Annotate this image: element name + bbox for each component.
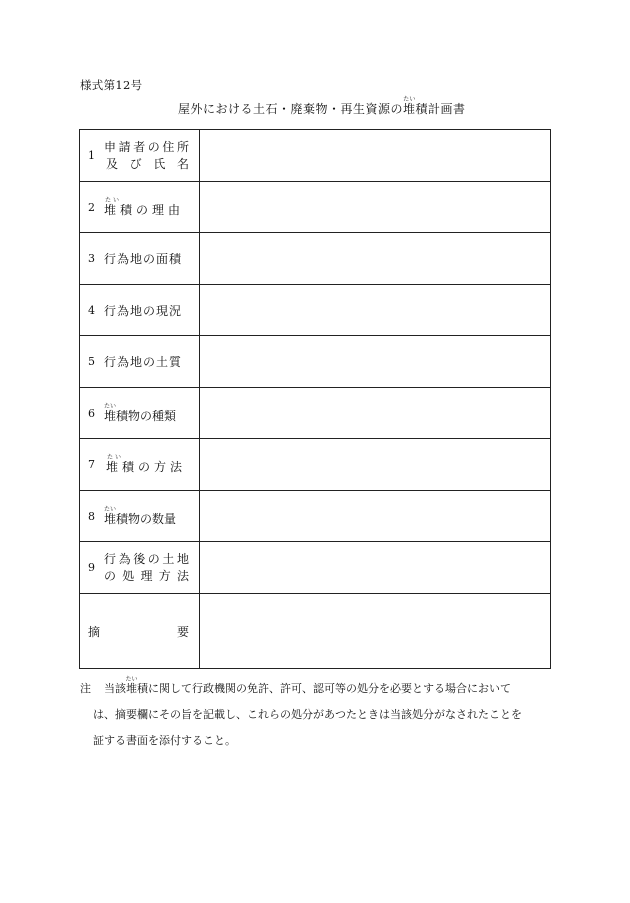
accumulation-reason-field[interactable] [200, 182, 551, 233]
remarks-field[interactable] [200, 594, 551, 669]
row-label [104, 454, 199, 475]
row-number: 1 [88, 149, 95, 162]
application-form-table [79, 129, 551, 669]
row-ruby-reading: たい [106, 454, 123, 461]
row-label [104, 139, 199, 173]
label-cell [80, 285, 200, 336]
label-cell [80, 542, 200, 594]
row-label-rest: 積の理由 [120, 202, 185, 217]
note-label: 注 [80, 682, 91, 695]
note-text-before: 当該 [104, 682, 126, 695]
form-number: 様式第12号 [80, 78, 143, 92]
label-cell [80, 233, 200, 285]
note-ruby-reading: たい [125, 676, 138, 683]
remarks-label-right: 要 [176, 624, 189, 639]
material-type-field[interactable] [200, 388, 551, 439]
accumulation-method-field[interactable] [200, 439, 551, 491]
note-line-2: は、摘要欄にその旨を記載し、これらの処分があつたときは当該処分がなされたことを [93, 708, 522, 721]
row-ruby [106, 454, 123, 474]
row-number: 4 [88, 303, 95, 317]
row-ruby-reading: たい [104, 505, 117, 513]
row-ruby [104, 196, 121, 217]
label-cell [80, 182, 200, 233]
row-label [104, 551, 199, 585]
row-label-line1: 行為後の土地 [104, 551, 191, 566]
row-number: 5 [88, 355, 95, 368]
label-cell [80, 491, 200, 542]
remarks-label [88, 623, 199, 640]
table-row [80, 182, 551, 233]
row-ruby-base: 堆 [104, 408, 117, 423]
site-condition-field[interactable] [200, 285, 551, 336]
note-text-after: 積に関して行政機関の免許、許可、認可等の処分を必要とする場合において [137, 682, 511, 695]
table-row [80, 594, 551, 669]
row-ruby [104, 505, 117, 526]
soil-quality-field[interactable] [200, 336, 551, 388]
label-cell [80, 130, 200, 182]
note-ruby-base: 堆 [125, 682, 138, 695]
row-ruby-base: 堆 [104, 511, 117, 526]
row-label [104, 506, 199, 527]
title-text-after: 積計画書 [415, 102, 466, 116]
note-line-1 [80, 676, 550, 702]
label-cell [80, 388, 200, 439]
row-number: 3 [88, 252, 95, 265]
table-row [80, 491, 551, 542]
title-ruby-reading: たい [403, 96, 416, 103]
site-area-field[interactable] [200, 233, 551, 285]
document-title [178, 96, 466, 117]
table-row [80, 285, 551, 336]
row-number: 9 [88, 561, 95, 574]
applicant-address-name-field[interactable] [200, 130, 551, 182]
row-label-line2: の処理方法 [104, 568, 191, 583]
row-ruby-reading: たい [104, 196, 121, 204]
table-row [80, 542, 551, 594]
row-label-rest: 積の方法 [122, 460, 187, 474]
label-cell [80, 594, 200, 669]
title-ruby-base: 堆 [403, 102, 416, 116]
row-ruby-base: 堆 [106, 460, 123, 474]
row-number: 6 [88, 406, 95, 420]
table-row [80, 439, 551, 491]
row-ruby-reading: たい [104, 402, 117, 410]
row-ruby [104, 402, 117, 423]
material-quantity-field[interactable] [200, 491, 551, 542]
label-cell [80, 439, 200, 491]
note-section [80, 676, 550, 754]
row-ruby-base: 堆 [104, 202, 121, 217]
table-row [80, 388, 551, 439]
row-label-rest: 積物の数量 [116, 511, 177, 526]
label-cell [80, 336, 200, 388]
row-label [104, 197, 199, 218]
note-line-1-text [104, 676, 511, 702]
note-line-3: 証する書面を添付すること。 [93, 734, 236, 747]
note-ruby [125, 676, 138, 695]
row-label-rest: 積物の種類 [116, 408, 177, 423]
row-number: 2 [88, 200, 95, 214]
row-number: 8 [88, 509, 95, 523]
row-label-line1: 申請者の住所 [104, 139, 191, 154]
title-text-before: 屋外における土石・廃棄物・再生資源の [178, 102, 404, 116]
title-ruby [403, 96, 416, 116]
row-label: 行為地の土質 [104, 355, 183, 369]
row-label [104, 403, 199, 424]
table-row [80, 233, 551, 285]
site-treatment-field[interactable] [200, 542, 551, 594]
row-label-line2: 及 び 氏 名 [106, 156, 191, 171]
remarks-label-left: 摘 [88, 624, 101, 639]
table-row [80, 336, 551, 388]
table-row [80, 130, 551, 182]
row-label: 行為地の現況 [104, 303, 183, 318]
row-label: 行為地の面積 [104, 252, 183, 266]
row-number: 7 [88, 458, 95, 471]
